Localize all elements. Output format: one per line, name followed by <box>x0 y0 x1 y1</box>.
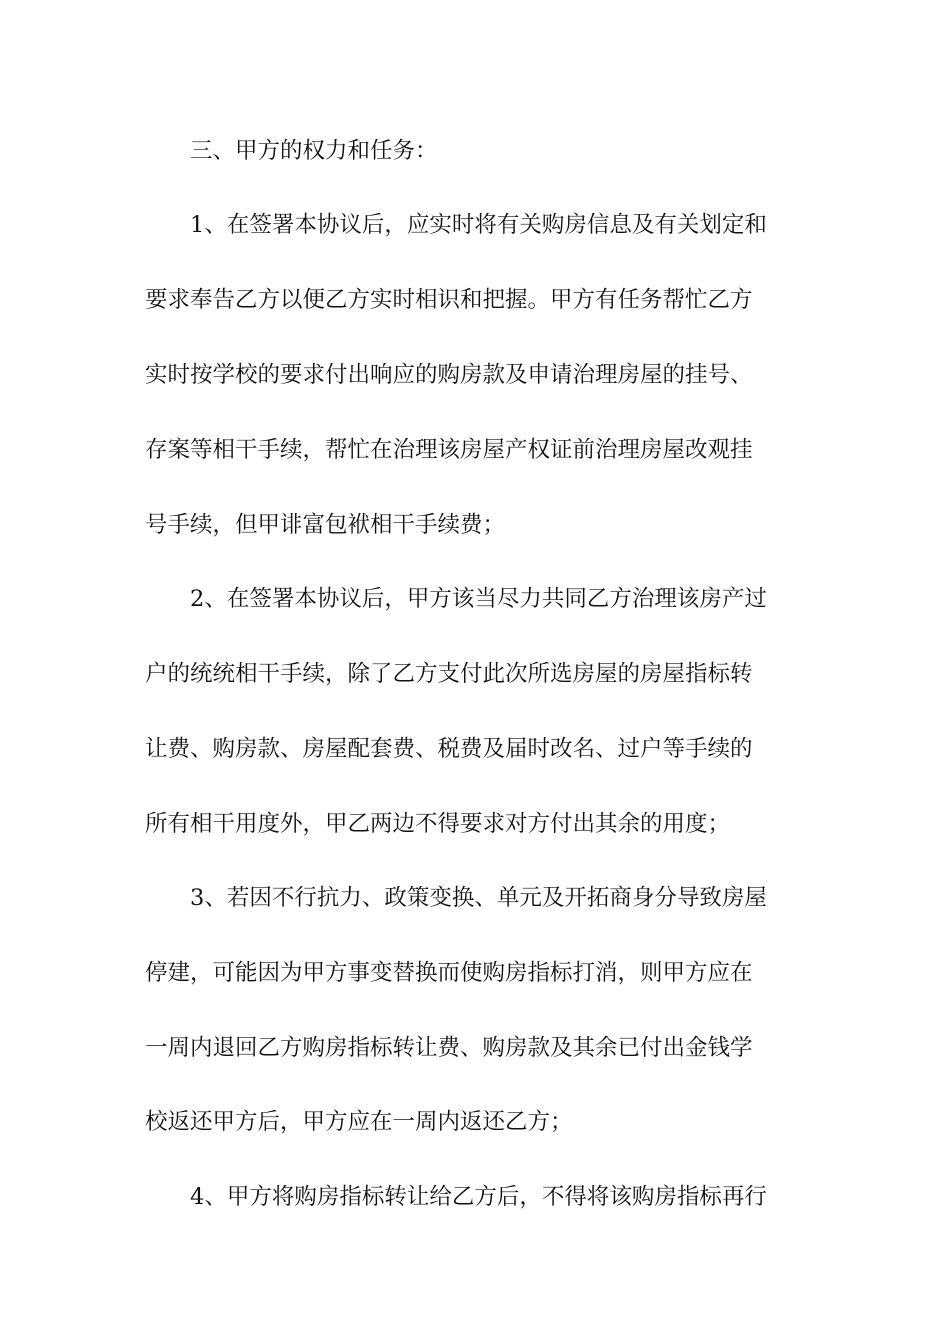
paragraph-line: 4、甲方将购房指标转让给乙方后，不得将该购房指标再行 <box>190 1184 767 1210</box>
section-heading: 三、甲方的权力和任务： <box>190 138 438 164</box>
paragraph-line: 要求奉告乙方以便乙方实时相识和把握。甲方有任务帮忙乙方 <box>145 287 753 313</box>
paragraph-line: 让费、购房款、房屋配套费、税费及届时改名、过户等手续的 <box>145 736 753 762</box>
paragraph-line: 实时按学校的要求付出响应的购房款及申请治理房屋的挂号、 <box>145 362 753 388</box>
paragraph-line: 号手续，但甲诽富包袱相干手续费； <box>145 512 506 538</box>
paragraph-line: 存案等相干手续，帮忙在治理该房屋产权证前治理房屋改观挂 <box>145 437 753 463</box>
paragraph-line: 户的统统相干手续，除了乙方支付此次所选房屋的房屋指标转 <box>145 661 753 687</box>
paragraph-line: 所有相干用度外，甲乙两边不得要求对方付出其余的用度； <box>145 811 731 837</box>
paragraph-line: 3、若因不行抗力、政策变换、单元及开拓商身分导致房屋 <box>190 885 767 911</box>
paragraph-line: 校返还甲方后，甲方应在一周内返还乙方； <box>145 1109 573 1135</box>
paragraph-line: 停建，可能因为甲方事变替换而使购房指标打消，则甲方应在 <box>145 960 753 986</box>
paragraph-line: 一周内退回乙方购房指标转让费、购房款及其余已付出金钱学 <box>145 1035 753 1061</box>
paragraph-line: 2、在签署本协议后，甲方该当尽力共同乙方治理该房产过 <box>190 586 767 612</box>
paragraph-line: 1、在签署本协议后，应实时将有关购房信息及有关划定和 <box>190 212 767 238</box>
